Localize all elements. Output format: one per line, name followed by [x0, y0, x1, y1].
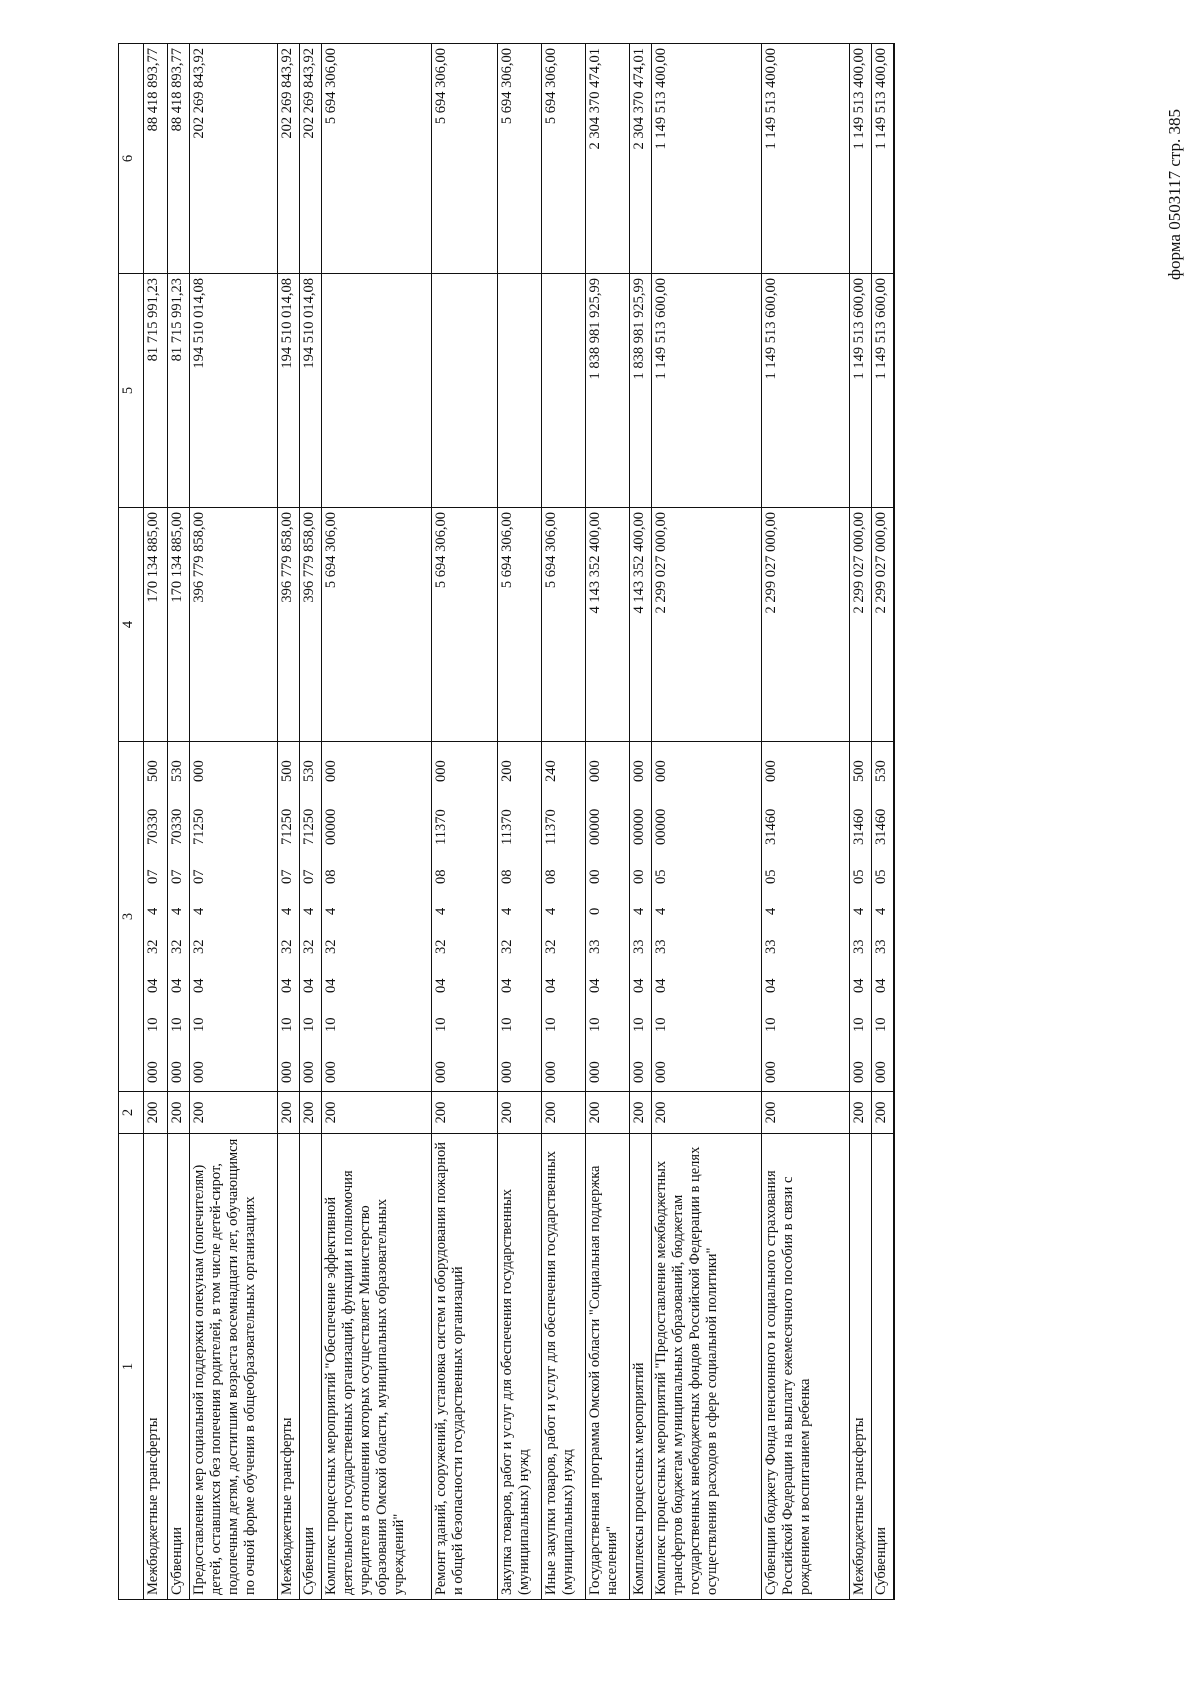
classification-code: 08 [499, 869, 515, 884]
unexecuted-amount-cell: 202 269 843,92 [278, 44, 300, 274]
form-identifier: форма 0503117 стр. 385 [1165, 109, 1184, 281]
classification-code: 70330 [145, 808, 161, 845]
budget-classification-cell [630, 742, 652, 1092]
classification-code: 32 [543, 939, 559, 954]
classification-code: 4 [499, 907, 515, 915]
classification-code: 71250 [191, 808, 207, 845]
executed-amount-cell: 1 149 513 600,00 [652, 274, 762, 508]
classification-code: 33 [631, 939, 647, 954]
budget-classification-cell [762, 742, 850, 1092]
classification-code: 32 [301, 939, 317, 954]
executed-amount-cell: 1 149 513 600,00 [872, 274, 894, 508]
unexecuted-amount-cell: 1 149 513 400,00 [850, 44, 872, 274]
classification-code: 11370 [433, 809, 449, 845]
unexecuted-amount-cell: 202 269 843,92 [300, 44, 322, 274]
row-name-cell: Комплекс процессных мероприятий "Предоставление межбюджетных трансфертов бюджетам муниципальных образований, бюджетам государственных внебюджетных фондов Российской Федерации в целях осуществления расходов в сфере социальной политики" [652, 1134, 762, 1600]
classification-code: 00 [587, 869, 603, 884]
line-code-cell: 200 [190, 1092, 278, 1134]
classification-code: 71250 [301, 808, 317, 845]
classification-code: 00000 [323, 808, 339, 845]
classification-code: 31460 [763, 808, 779, 845]
classification-code: 000 [145, 1061, 161, 1083]
classification-code: 10 [631, 1017, 647, 1032]
budget-classification-cell [432, 742, 498, 1092]
line-code-cell: 200 [652, 1092, 762, 1134]
line-code-cell: 200 [498, 1092, 542, 1134]
approved-amount-cell: 396 779 858,00 [300, 508, 322, 742]
table-row [432, 44, 498, 1600]
classification-code: 10 [323, 1017, 339, 1032]
row-name-cell: Иные закупки товаров, работ и услуг для обеспечения государственных (муниципальных) нужд [542, 1134, 586, 1600]
unexecuted-amount-cell: 5 694 306,00 [432, 44, 498, 274]
executed-amount-cell: 81 715 991,23 [168, 274, 190, 508]
table-row [762, 44, 850, 1600]
classification-code: 08 [543, 869, 559, 884]
classification-code: 10 [169, 1017, 185, 1032]
approved-amount-cell: 5 694 306,00 [542, 508, 586, 742]
row-name-cell: Межбюджетные трансферты [850, 1134, 872, 1600]
budget-classification-cell [168, 742, 190, 1092]
classification-code: 4 [169, 907, 185, 915]
budget-classification-cell [652, 742, 762, 1092]
approved-amount-cell: 170 134 885,00 [144, 508, 168, 742]
table-row [652, 44, 762, 1600]
classification-code: 500 [279, 760, 295, 782]
approved-amount-cell: 2 299 027 000,00 [850, 508, 872, 742]
classification-code: 10 [191, 1017, 207, 1032]
classification-code: 04 [191, 978, 207, 993]
row-name-cell: Комплексы процессных мероприятий [630, 1134, 652, 1600]
executed-amount-cell: 81 715 991,23 [144, 274, 168, 508]
line-code-cell: 200 [542, 1092, 586, 1134]
classification-code: 10 [587, 1017, 603, 1032]
classification-code: 07 [169, 869, 185, 884]
classification-code: 32 [191, 939, 207, 954]
budget-classification-cell [586, 742, 630, 1092]
classification-code: 32 [145, 939, 161, 954]
classification-code: 4 [191, 907, 207, 915]
executed-amount-cell: 1 149 513 600,00 [762, 274, 850, 508]
table-row [190, 44, 278, 1600]
classification-code: 32 [169, 939, 185, 954]
classification-code: 32 [433, 939, 449, 954]
classification-code: 4 [433, 907, 449, 915]
approved-amount-cell: 5 694 306,00 [322, 508, 432, 742]
classification-code: 04 [587, 978, 603, 993]
table-row [872, 44, 894, 1600]
classification-code: 04 [145, 978, 161, 993]
budget-classification-cell [190, 742, 278, 1092]
classification-code: 10 [763, 1017, 779, 1032]
approved-amount-cell: 2 299 027 000,00 [762, 508, 850, 742]
classification-code: 0 [587, 907, 603, 915]
classification-code: 04 [169, 978, 185, 993]
classification-code: 000 [191, 1061, 207, 1083]
row-name-cell: Межбюджетные трансферты [144, 1134, 168, 1600]
executed-amount-cell: 1 838 981 925,99 [586, 274, 630, 508]
unexecuted-amount-cell: 2 304 370 474,01 [586, 44, 630, 274]
classification-code: 000 [279, 1061, 295, 1083]
line-code-cell: 200 [630, 1092, 652, 1134]
approved-amount-cell: 396 779 858,00 [190, 508, 278, 742]
approved-amount-cell: 2 299 027 000,00 [652, 508, 762, 742]
classification-code: 08 [433, 869, 449, 884]
line-code-cell: 200 [322, 1092, 432, 1134]
column-header: 6 [119, 44, 144, 274]
row-name-cell: Субвенции [168, 1134, 190, 1600]
classification-code: 530 [301, 760, 317, 782]
classification-code: 04 [631, 978, 647, 993]
classification-code: 10 [301, 1017, 317, 1032]
line-code-cell: 200 [762, 1092, 850, 1134]
classification-code: 10 [499, 1017, 515, 1032]
table-row [322, 44, 432, 1600]
unexecuted-amount-cell: 5 694 306,00 [498, 44, 542, 274]
classification-code: 05 [873, 869, 889, 884]
classification-code: 33 [653, 939, 669, 954]
classification-code: 000 [587, 760, 603, 782]
classification-code: 07 [279, 869, 295, 884]
classification-code: 10 [543, 1017, 559, 1032]
classification-code: 04 [543, 978, 559, 993]
row-name-cell: Ремонт зданий, сооружений, установка систем и оборудования пожарной и общей безопасности государственных организаций [432, 1134, 498, 1600]
classification-code: 33 [763, 939, 779, 954]
classification-code: 04 [433, 978, 449, 993]
unexecuted-amount-cell: 1 149 513 400,00 [652, 44, 762, 274]
unexecuted-amount-cell: 1 149 513 400,00 [872, 44, 894, 274]
classification-code: 04 [873, 978, 889, 993]
line-code-cell: 200 [586, 1092, 630, 1134]
approved-amount-cell: 4 143 352 400,00 [586, 508, 630, 742]
classification-code: 000 [631, 760, 647, 782]
column-header: 3 [119, 742, 144, 1092]
report-table-container [118, 44, 1098, 1600]
classification-code: 000 [763, 760, 779, 782]
classification-code: 000 [433, 760, 449, 782]
table-row [498, 44, 542, 1600]
classification-code: 4 [763, 907, 779, 915]
executed-amount-cell: 194 510 014,08 [190, 274, 278, 508]
row-name-cell: Субвенции [300, 1134, 322, 1600]
unexecuted-amount-cell: 202 269 843,92 [190, 44, 278, 274]
classification-code: 04 [763, 978, 779, 993]
row-name-cell: Субвенции [872, 1134, 894, 1600]
classification-code: 530 [169, 760, 185, 782]
row-name-cell: Закупка товаров, работ и услуг для обеспечения государственных (муниципальных) нужд [498, 1134, 542, 1600]
line-code-cell: 200 [872, 1092, 894, 1134]
table-row [542, 44, 586, 1600]
classification-code: 00000 [631, 808, 647, 845]
table-row [850, 44, 872, 1600]
classification-code: 04 [499, 978, 515, 993]
executed-amount-cell: 1 838 981 925,99 [630, 274, 652, 508]
row-name-cell: Межбюджетные трансферты [278, 1134, 300, 1600]
budget-classification-cell [322, 742, 432, 1092]
approved-amount-cell: 396 779 858,00 [278, 508, 300, 742]
executed-amount-cell: 194 510 014,08 [300, 274, 322, 508]
classification-code: 4 [543, 907, 559, 915]
approved-amount-cell: 4 143 352 400,00 [630, 508, 652, 742]
budget-classification-cell [300, 742, 322, 1092]
row-name-cell: Субвенции бюджету Фонда пенсионного и социального страхования Российской Федерации на выплату ежемесячного пособия в связи с рождением и воспитанием ребенка [762, 1134, 850, 1600]
classification-code: 000 [653, 760, 669, 782]
classification-code: 4 [873, 907, 889, 915]
classification-code: 71250 [279, 808, 295, 845]
classification-code: 04 [851, 978, 867, 993]
line-code-cell: 200 [300, 1092, 322, 1134]
line-code-cell: 200 [144, 1092, 168, 1134]
classification-code: 000 [653, 1061, 669, 1083]
row-name-cell: Предоставление мер социальной поддержки опекунам (попечителям) детей, оставшихся без попечения родителей, в том числе детей-сирот, подопечным детям, достигшим возраста восемнадцати лет, обучающимся по очной форме обучения в общеобразовательных организациях [190, 1134, 278, 1600]
unexecuted-amount-cell: 88 418 893,77 [144, 44, 168, 274]
classification-code: 000 [323, 760, 339, 782]
classification-code: 000 [763, 1061, 779, 1083]
row-name-cell: Государственная программа Омской области "Социальная поддержка населения" [586, 1134, 630, 1600]
classification-code: 32 [499, 939, 515, 954]
budget-classification-cell [278, 742, 300, 1092]
budget-classification-cell [850, 742, 872, 1092]
classification-code: 200 [499, 760, 515, 782]
classification-code: 05 [653, 869, 669, 884]
column-header: 4 [119, 508, 144, 742]
approved-amount-cell: 170 134 885,00 [168, 508, 190, 742]
classification-code: 500 [145, 760, 161, 782]
line-code-cell: 200 [432, 1092, 498, 1134]
classification-code: 04 [323, 978, 339, 993]
classification-code: 04 [653, 978, 669, 993]
classification-code: 000 [499, 1061, 515, 1083]
classification-code: 70330 [169, 808, 185, 845]
classification-code: 07 [191, 869, 207, 884]
executed-amount-cell: 194 510 014,08 [278, 274, 300, 508]
classification-code: 10 [653, 1017, 669, 1032]
budget-execution-table [118, 43, 895, 1600]
approved-amount-cell: 2 299 027 000,00 [872, 508, 894, 742]
table-row [144, 44, 168, 1600]
executed-amount-cell: 1 149 513 600,00 [850, 274, 872, 508]
classification-code: 000 [301, 1061, 317, 1083]
unexecuted-amount-cell: 2 304 370 474,01 [630, 44, 652, 274]
row-name-cell: Комплекс процессных мероприятий "Обеспечение эффективной деятельности государственных организаций, функции и полномочия учредителя в отношении которых осуществляет Министерство образования Омской области, муниципальных образовательных учреждений" [322, 1134, 432, 1600]
classification-code: 4 [279, 907, 295, 915]
executed-amount-cell [322, 274, 432, 508]
classification-code: 000 [631, 1061, 647, 1083]
classification-code: 33 [587, 939, 603, 954]
classification-code: 00000 [587, 808, 603, 845]
approved-amount-cell: 5 694 306,00 [432, 508, 498, 742]
classification-code: 10 [433, 1017, 449, 1032]
classification-code: 08 [323, 869, 339, 884]
column-header: 2 [119, 1092, 144, 1134]
table-row [630, 44, 652, 1600]
classification-code: 11370 [543, 809, 559, 845]
budget-classification-cell [872, 742, 894, 1092]
classification-code: 000 [323, 1061, 339, 1083]
approved-amount-cell: 5 694 306,00 [498, 508, 542, 742]
budget-classification-cell [498, 742, 542, 1092]
classification-code: 31460 [851, 808, 867, 845]
classification-code: 4 [653, 907, 669, 915]
classification-code: 000 [587, 1061, 603, 1083]
classification-code: 4 [301, 907, 317, 915]
classification-code: 000 [169, 1061, 185, 1083]
classification-code: 500 [851, 760, 867, 782]
classification-code: 000 [543, 1061, 559, 1083]
classification-code: 32 [323, 939, 339, 954]
classification-code: 4 [631, 907, 647, 915]
classification-code: 10 [279, 1017, 295, 1032]
table-row [168, 44, 190, 1600]
classification-code: 4 [323, 907, 339, 915]
unexecuted-amount-cell: 1 149 513 400,00 [762, 44, 850, 274]
classification-code: 00000 [653, 808, 669, 845]
classification-code: 530 [873, 760, 889, 782]
classification-code: 31460 [873, 808, 889, 845]
classification-code: 000 [873, 1061, 889, 1083]
classification-code: 32 [279, 939, 295, 954]
classification-code: 33 [873, 939, 889, 954]
classification-code: 33 [851, 939, 867, 954]
executed-amount-cell [498, 274, 542, 508]
classification-code: 04 [301, 978, 317, 993]
budget-classification-cell [542, 742, 586, 1092]
column-header: 5 [119, 274, 144, 508]
table-row [278, 44, 300, 1600]
classification-code: 000 [851, 1061, 867, 1083]
classification-code: 10 [145, 1017, 161, 1032]
line-code-cell: 200 [278, 1092, 300, 1134]
unexecuted-amount-cell: 5 694 306,00 [322, 44, 432, 274]
classification-code: 05 [763, 869, 779, 884]
classification-code: 4 [145, 907, 161, 915]
classification-code: 000 [433, 1061, 449, 1083]
unexecuted-amount-cell: 5 694 306,00 [542, 44, 586, 274]
classification-code: 07 [301, 869, 317, 884]
line-code-cell: 200 [850, 1092, 872, 1134]
executed-amount-cell [542, 274, 586, 508]
classification-code: 07 [145, 869, 161, 884]
column-header: 1 [119, 1134, 144, 1600]
classification-code: 4 [851, 907, 867, 915]
line-code-cell: 200 [168, 1092, 190, 1134]
classification-code: 10 [851, 1017, 867, 1032]
unexecuted-amount-cell: 88 418 893,77 [168, 44, 190, 274]
table-body [144, 44, 894, 1600]
classification-code: 11370 [499, 809, 515, 845]
table-row [586, 44, 630, 1600]
column-number-row [119, 44, 144, 1600]
classification-code: 04 [279, 978, 295, 993]
budget-classification-cell [144, 742, 168, 1092]
classification-code: 000 [191, 760, 207, 782]
classification-code: 05 [851, 869, 867, 884]
classification-code: 240 [543, 760, 559, 782]
table-row [300, 44, 322, 1600]
classification-code: 00 [631, 869, 647, 884]
executed-amount-cell [432, 274, 498, 508]
classification-code: 10 [873, 1017, 889, 1032]
